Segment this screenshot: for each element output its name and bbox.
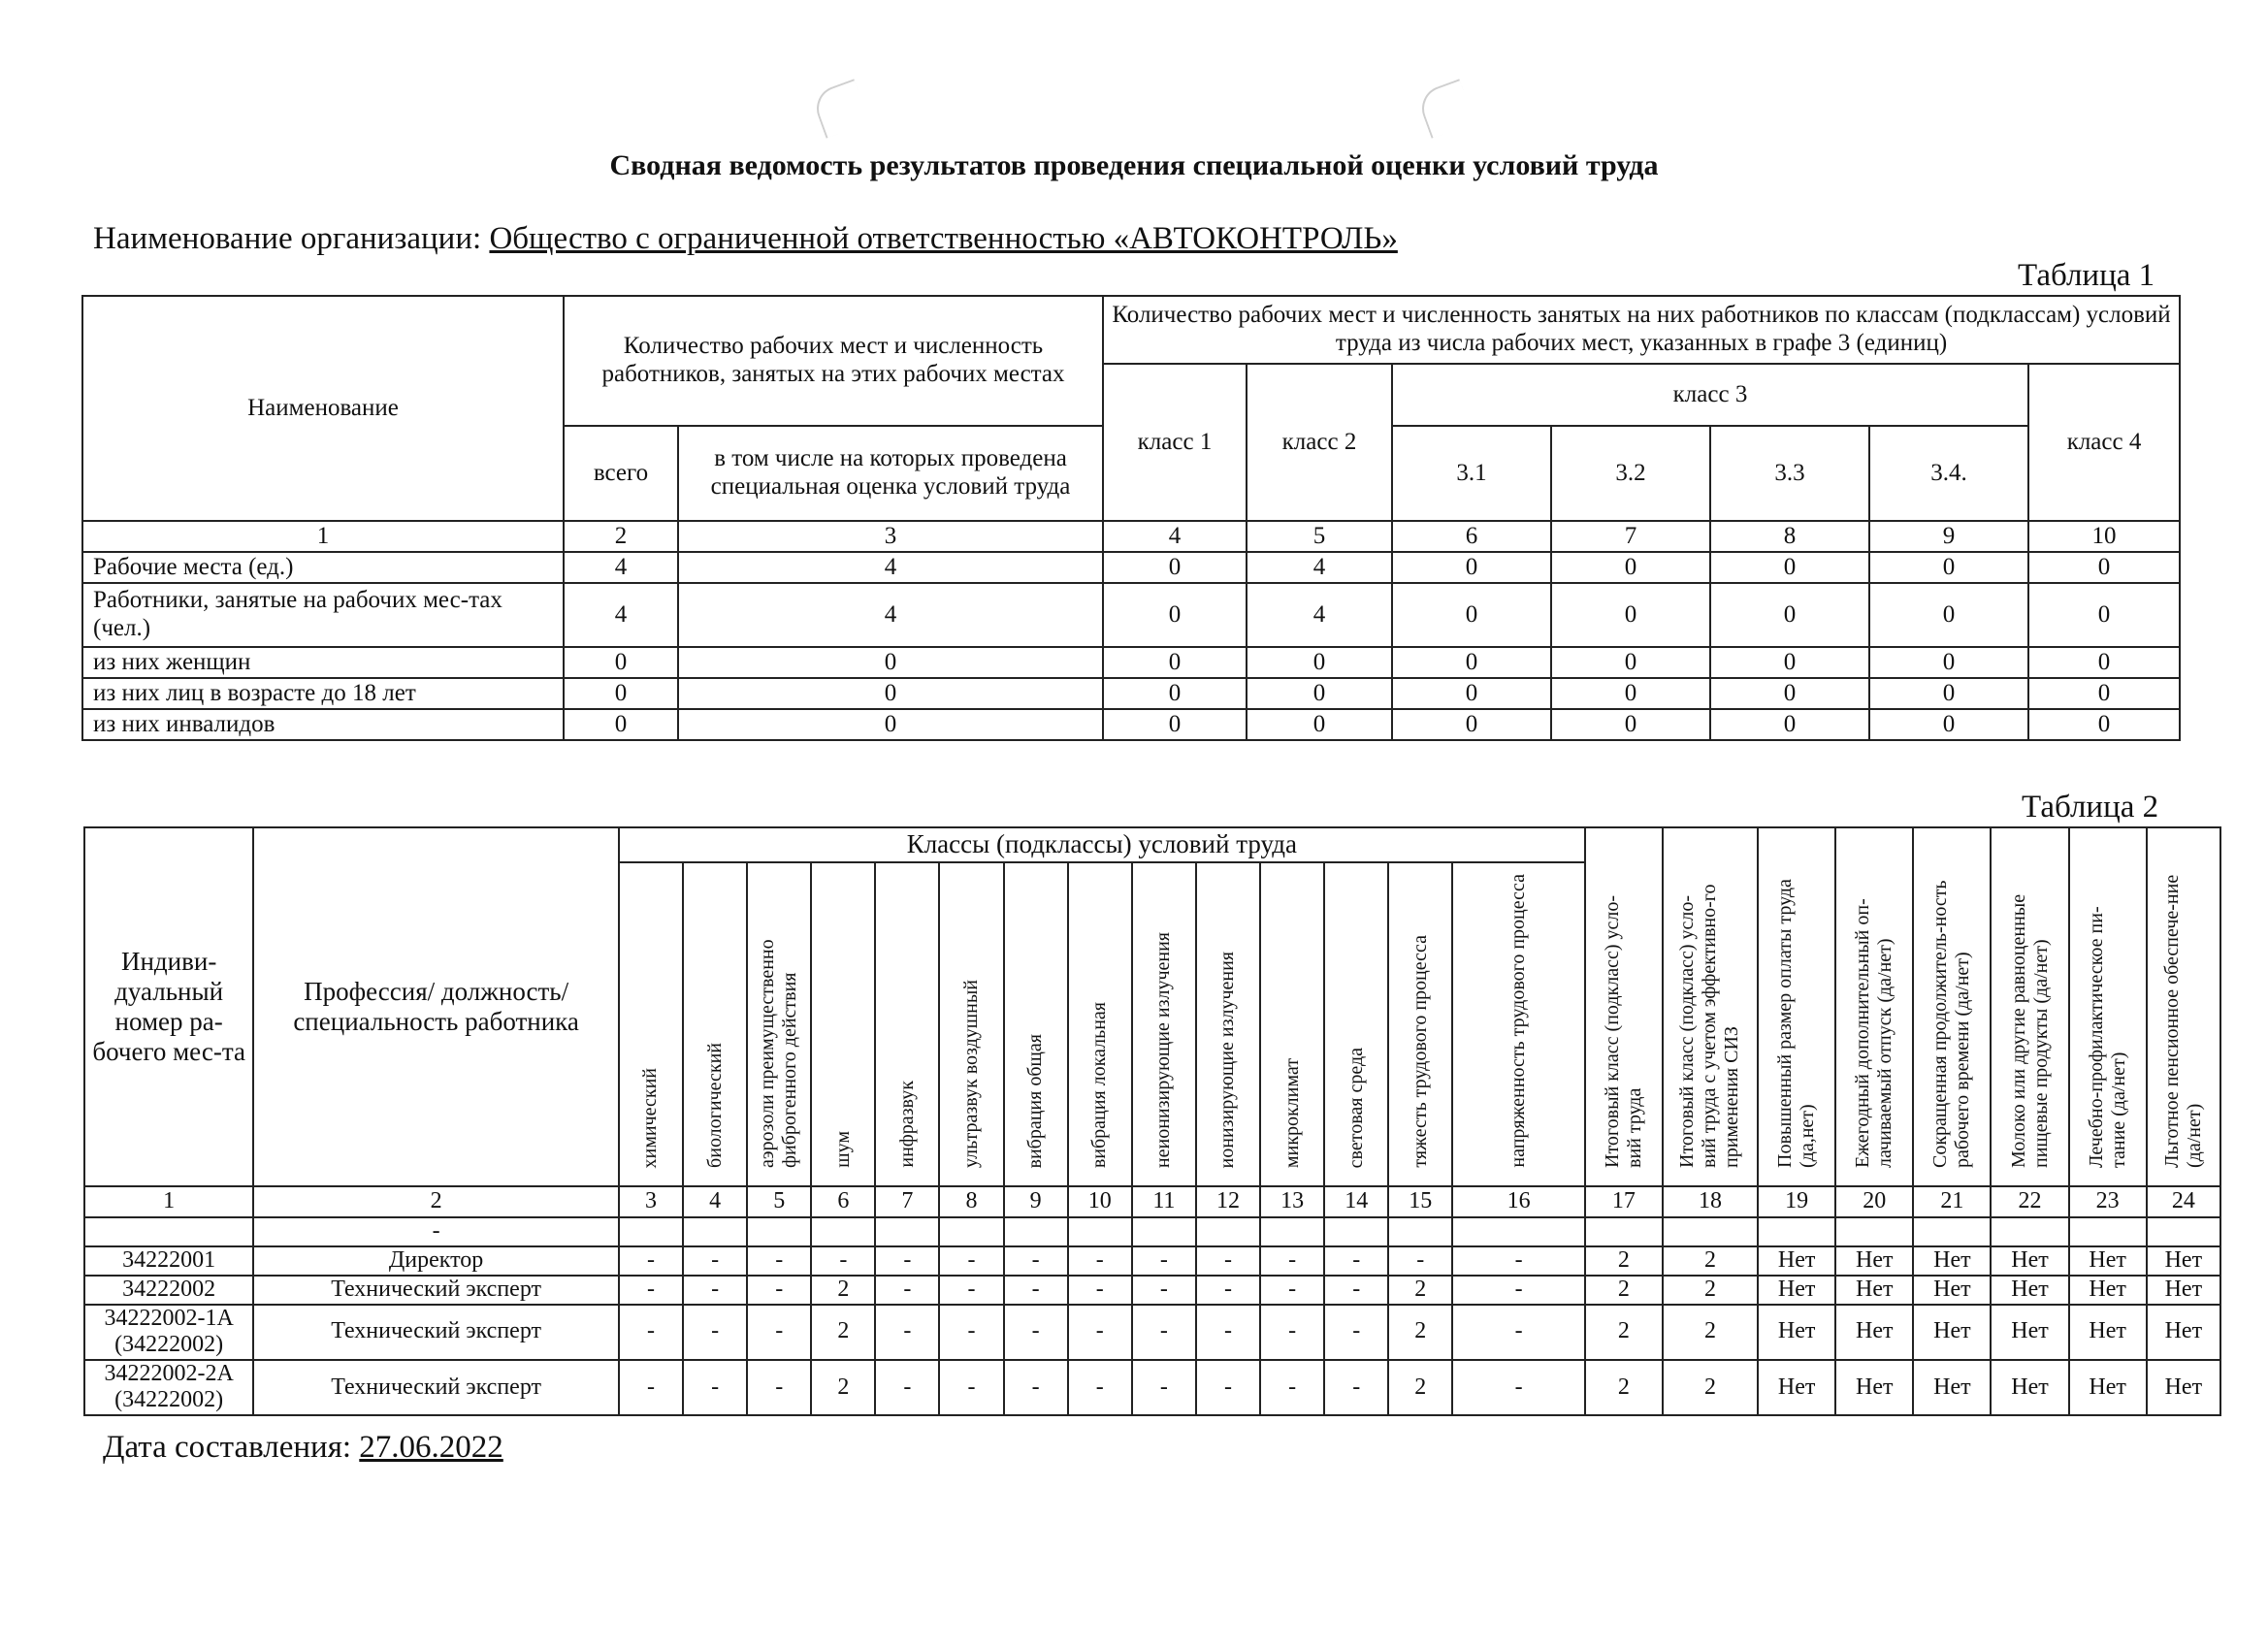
table-cell: 0 [564,647,678,678]
table-cell: - [1068,1305,1132,1360]
table-cell: 2 [1663,1246,1758,1276]
table-cell: 0 [1103,709,1247,740]
table-cell: 2 [811,1360,875,1415]
column-number: 21 [1913,1186,1991,1217]
table2-label: Таблица 2 [2022,790,2159,824]
date-value: 27.06.2022 [359,1430,503,1465]
workplace-id: 34222002-2А (34222002) [84,1360,253,1415]
header-factor [1324,862,1388,1186]
table-cell: 0 [1392,709,1551,740]
table-cell: - [1068,1246,1132,1276]
punch-hole-mark [1415,79,1475,139]
column-number: 2 [564,521,678,552]
table-cell: 0 [1103,583,1247,647]
table-cell: 0 [1392,678,1551,709]
document-title: Сводная ведомость результатов проведения специальной оценки условий труда [609,149,1659,181]
header-profession: Профессия/ должность/ специальность работника [253,827,619,1186]
column-number: 8 [1710,521,1869,552]
column-number: 5 [747,1186,811,1217]
table-cell: - [683,1360,747,1415]
table-cell: - [683,1246,747,1276]
table-cell: - [619,1305,683,1360]
table-row [84,1217,2220,1246]
table-cell [1452,1217,1584,1246]
column-number: 10 [2028,521,2180,552]
header-factor [1452,862,1584,1186]
table-cell: 0 [1103,647,1247,678]
table-cell: - [875,1360,939,1415]
table-cell: Нет [1913,1305,1991,1360]
profession: Технический эксперт [253,1276,619,1305]
table-cell: - [1068,1276,1132,1305]
table-cell: 2 [811,1276,875,1305]
column-number: 4 [1103,521,1247,552]
header-factor [683,862,747,1186]
table-cell: 0 [1247,647,1392,678]
header-factor-label: микроклимат [1280,1057,1303,1168]
table-cell: 4 [678,583,1103,647]
header-factor [1388,862,1452,1186]
header-factor [1132,862,1196,1186]
table-cell [1260,1217,1324,1246]
workplace-id: 34222002-1А (34222002) [84,1305,253,1360]
table-cell: Нет [1758,1246,1835,1276]
table-cell: - [1260,1305,1324,1360]
column-number: 15 [1388,1186,1452,1217]
table-cell: 2 [1388,1360,1452,1415]
table-cell [1991,1217,2068,1246]
organization-name: Общество с ограниченной ответственностью «АВТОКОНТРОЛЬ» [489,221,1398,256]
header-result-label: Лечебно-профилактическое пи-тание (да/нет) [2085,906,2129,1168]
header-result-col [1913,827,1991,1186]
table-cell [1196,1217,1260,1246]
table-cell [1132,1217,1196,1246]
table-cell: 0 [1710,709,1869,740]
table-cell: - [811,1246,875,1276]
table-cell [939,1217,1003,1246]
profession: Технический эксперт [253,1360,619,1415]
table-cell: - [1324,1305,1388,1360]
header-result-label: Молоко или другие равноценные пищевые продукты (да/нет) [2007,893,2052,1168]
header-factor [875,862,939,1186]
table-cell: 0 [1392,552,1551,583]
table-cell: 0 [1103,678,1247,709]
date-label: Дата составления: [103,1430,352,1465]
table-cell: 2 [1663,1276,1758,1305]
table-cell: - [1260,1246,1324,1276]
table-cell: 0 [1392,647,1551,678]
table-cell [84,1217,253,1246]
table-cell: - [939,1246,1003,1276]
table-row [84,1360,2220,1415]
row-label: из них инвалидов [82,709,564,740]
header-factor-label: световая среда [1345,1047,1367,1168]
table-cell: 2 [1585,1246,1663,1276]
header-factor-label: химический [639,1067,662,1168]
table-cell: - [939,1305,1003,1360]
table-cell: 4 [678,552,1103,583]
organization-label: Наименование организации: [93,221,482,256]
table-cell [683,1217,747,1246]
table-cell: - [939,1360,1003,1415]
table-row [82,552,2180,583]
header-result-col [1663,827,1758,1186]
table-cell [1663,1217,1758,1246]
header-total: всего [564,426,678,521]
column-number: 23 [2069,1186,2147,1217]
table-cell: 0 [1710,678,1869,709]
table-cell: Нет [1758,1305,1835,1360]
table-cell: 0 [1710,552,1869,583]
table-cell: 2 [1585,1305,1663,1360]
column-number: 2 [253,1186,619,1217]
table-cell: - [1004,1360,1068,1415]
table-cell: 4 [1247,552,1392,583]
header-result-label: Сокращенная продолжитель-ность рабочего времени (да/нет) [1929,880,1974,1168]
table-cell: 0 [1869,709,2028,740]
table-cell: - [875,1276,939,1305]
table-cell: 0 [2028,647,2180,678]
workplace-table [83,826,2221,1416]
column-number: 8 [939,1186,1003,1217]
column-number: 17 [1585,1186,1663,1217]
column-number: 14 [1324,1186,1388,1217]
table-cell: - [1196,1246,1260,1276]
table-cell: 2 [1585,1276,1663,1305]
table-cell: Нет [2069,1276,2147,1305]
header-factor [1004,862,1068,1186]
table-cell [619,1217,683,1246]
table-cell: 2 [1388,1276,1452,1305]
table-cell: 0 [1710,583,1869,647]
table-cell: - [1004,1276,1068,1305]
table-cell [1388,1217,1452,1246]
table-cell: - [253,1217,619,1246]
column-number: 11 [1132,1186,1196,1217]
table-cell [811,1217,875,1246]
table-cell [1758,1217,1835,1246]
row-label: из них лиц в возрасте до 18 лет [82,678,564,709]
row-label: из них женщин [82,647,564,678]
header-workplace-id: Индиви-дуальный номер ра-бочего мес-та [84,827,253,1186]
table-cell: Нет [1913,1276,1991,1305]
header-result-col [2147,827,2220,1186]
table-cell [2069,1217,2147,1246]
header-factor-label: тяжесть трудового процесса [1409,935,1431,1168]
column-number: 3 [678,521,1103,552]
header-factor-label: вибрация общая [1024,1033,1047,1168]
table-cell: - [1452,1276,1584,1305]
table-cell: 2 [1388,1305,1452,1360]
header-factor-label: ультразвук воздушный [960,980,983,1168]
table-cell: 2 [811,1305,875,1360]
table-cell: 2 [1585,1360,1663,1415]
header-factor-label: аэрозоли преимущественно фиброгенного действия [757,939,801,1168]
header-count-group: Количество рабочих мест и численность работников, занятых на этих рабочих местах [564,296,1103,426]
column-number: 24 [2147,1186,2220,1217]
header-factor [1068,862,1132,1186]
table-cell: Нет [1991,1246,2068,1276]
header-factor-label: напряженность трудового процесса [1507,874,1530,1168]
table-cell: 4 [1247,583,1392,647]
header-result-label: Итоговый класс (подкласс) усло-вий труда с учетом эффективно-го применения СИЗ [1676,884,1743,1168]
column-number: 20 [1835,1186,1913,1217]
header-sub32: 3.2 [1551,426,1710,521]
header-class4: класс 4 [2028,364,2180,521]
header-sub33: 3.3 [1710,426,1869,521]
table-cell: - [683,1276,747,1305]
header-factor-label: инфразвук [895,1081,918,1168]
column-number: 7 [875,1186,939,1217]
table-row [82,647,2180,678]
header-sub31: 3.1 [1392,426,1551,521]
table-cell: - [875,1305,939,1360]
column-number: 18 [1663,1186,1758,1217]
column-number: 6 [811,1186,875,1217]
column-number: 13 [1260,1186,1324,1217]
table-cell: - [747,1276,811,1305]
table-cell: 0 [2028,709,2180,740]
table-cell: 0 [1710,647,1869,678]
table-cell: Нет [1835,1305,1913,1360]
table-cell: 0 [678,709,1103,740]
header-factor-label: биологический [703,1043,726,1168]
column-number: 10 [1068,1186,1132,1217]
table-cell: - [619,1246,683,1276]
table-cell: - [1004,1305,1068,1360]
table-cell: - [1132,1305,1196,1360]
table-cell: Нет [1913,1246,1991,1276]
table-cell: 0 [2028,583,2180,647]
header-factor-label: ионизирующие излучения [1216,951,1239,1168]
header-result-label: Льготное пенсионное обеспече-ние (да/нет) [2160,874,2205,1168]
header-result-col [1835,827,1913,1186]
table-cell: 0 [1869,678,2028,709]
table-cell: - [1324,1276,1388,1305]
header-classes-group: Количество рабочих мест и численность занятых на них работников по классам (подклассам) условий труда из числа рабочих мест, указанных в графе 3 (единиц) [1103,296,2180,364]
header-result-label: Повышенный размер оплаты труда (да,нет) [1774,879,1819,1168]
table-cell: 0 [2028,552,2180,583]
table-cell: Нет [1758,1276,1835,1305]
table-cell [1324,1217,1388,1246]
profession: Директор [253,1246,619,1276]
table-cell: - [747,1305,811,1360]
table-cell: Нет [1913,1360,1991,1415]
table-cell: Нет [1835,1276,1913,1305]
column-number: 9 [1869,521,2028,552]
table-cell: 0 [1551,647,1710,678]
table-cell: Нет [2069,1305,2147,1360]
table-cell: - [1132,1276,1196,1305]
header-factor [619,862,683,1186]
table-cell: Нет [2147,1246,2220,1276]
table-cell: - [619,1360,683,1415]
table-cell: - [1388,1246,1452,1276]
header-result-label: Ежегодный дополнительный оп-лачиваемый отпуск (да/нет) [1852,898,1896,1168]
table-cell: 4 [564,583,678,647]
table-cell: - [1132,1246,1196,1276]
table-cell: Нет [2069,1360,2147,1415]
table-cell: 2 [1663,1305,1758,1360]
table-cell: - [1260,1276,1324,1305]
table-cell [1835,1217,1913,1246]
table-cell: - [875,1246,939,1276]
table-cell: Нет [1835,1246,1913,1276]
workplace-id: 34222001 [84,1246,253,1276]
table-row [84,1276,2220,1305]
table-cell [875,1217,939,1246]
table-row [84,1305,2220,1360]
column-number: 6 [1392,521,1551,552]
table-cell [747,1217,811,1246]
table-cell: 0 [1392,583,1551,647]
table-cell: - [747,1360,811,1415]
header-factor-label: вибрация локальная [1088,1001,1111,1168]
table-cell: Нет [1835,1360,1913,1415]
table-cell: - [1452,1305,1584,1360]
table-cell: 0 [1869,647,2028,678]
header-classes-group: Классы (подклассы) условий труда [619,827,1585,862]
table-cell: - [939,1276,1003,1305]
table-cell: - [1196,1305,1260,1360]
header-result-col [1991,827,2068,1186]
header-factor [939,862,1003,1186]
header-result-label: Итоговый класс (подкласс) усло-вий труда [1601,894,1645,1168]
column-number: 1 [84,1186,253,1217]
table-cell: 0 [1103,552,1247,583]
table-cell: Нет [1758,1360,1835,1415]
workplace-id: 34222002 [84,1276,253,1305]
header-class3: класс 3 [1392,364,2028,426]
table-cell: 0 [1869,583,2028,647]
column-number: 9 [1004,1186,1068,1217]
table-row [82,678,2180,709]
table-cell: - [1260,1360,1324,1415]
table-cell: 0 [1551,678,1710,709]
table-row [84,1246,2220,1276]
header-factor-label: неионизирующие излучения [1152,931,1175,1168]
table-cell [1004,1217,1068,1246]
header-factor-label: шум [831,1131,854,1168]
table-cell: - [1452,1246,1584,1276]
table-cell: - [1132,1360,1196,1415]
row-label: Рабочие места (ед.) [82,552,564,583]
header-factor [1260,862,1324,1186]
table-cell: 0 [678,678,1103,709]
table-cell: Нет [2069,1246,2147,1276]
punch-hole-mark [810,79,870,139]
column-number: 4 [683,1186,747,1217]
table-cell: 0 [2028,678,2180,709]
header-result-col [1758,827,1835,1186]
table-cell: - [1196,1360,1260,1415]
header-factor [747,862,811,1186]
header-class2: класс 2 [1247,364,1392,521]
table-cell: - [1324,1360,1388,1415]
table-cell: 0 [1551,552,1710,583]
table-cell: - [619,1276,683,1305]
column-number: 5 [1247,521,1392,552]
table-cell: - [1196,1276,1260,1305]
header-result-col [2069,827,2147,1186]
table-cell: Нет [2147,1305,2220,1360]
header-result-col [1585,827,1663,1186]
table-cell [1585,1217,1663,1246]
table-cell: Нет [1991,1360,2068,1415]
header-name: Наименование [82,296,564,521]
table-cell: Нет [2147,1276,2220,1305]
table-cell: 0 [1247,678,1392,709]
table-cell [1068,1217,1132,1246]
table-cell: 4 [564,552,678,583]
table-cell: 0 [564,678,678,709]
header-factor [1196,862,1260,1186]
table-cell: - [1068,1360,1132,1415]
table1-label: Таблица 1 [2018,258,2155,293]
column-number: 12 [1196,1186,1260,1217]
header-class1: класс 1 [1103,364,1247,521]
column-number: 3 [619,1186,683,1217]
row-label: Работники, занятые на рабочих мес-тах (чел.) [82,583,564,647]
table-cell [2147,1217,2220,1246]
column-number: 16 [1452,1186,1584,1217]
column-number: 7 [1551,521,1710,552]
table-cell: 0 [1869,552,2028,583]
compilation-date [103,1430,503,1466]
table-cell: 0 [678,647,1103,678]
table-cell: 0 [1551,709,1710,740]
table-cell: - [747,1246,811,1276]
table-cell: 0 [1247,709,1392,740]
summary-table [81,295,2181,741]
table-cell [1913,1217,1991,1246]
header-assessed: в том числе на которых проведена специальная оценка условий труда [678,426,1103,521]
table-cell: 0 [1551,583,1710,647]
table-cell: - [1324,1246,1388,1276]
profession: Технический эксперт [253,1305,619,1360]
table-cell: - [1452,1360,1584,1415]
header-factor [811,862,875,1186]
table-cell: 0 [564,709,678,740]
table-cell: Нет [2147,1360,2220,1415]
table-row [82,709,2180,740]
table-cell: 2 [1663,1360,1758,1415]
header-sub34: 3.4. [1869,426,2028,521]
column-number: 22 [1991,1186,2068,1217]
column-number: 19 [1758,1186,1835,1217]
table-cell: - [1004,1246,1068,1276]
table-cell: Нет [1991,1276,2068,1305]
table-row [82,583,2180,647]
table-cell: Нет [1991,1305,2068,1360]
organization-line [93,221,1398,257]
table-cell: - [683,1305,747,1360]
column-number: 1 [82,521,564,552]
